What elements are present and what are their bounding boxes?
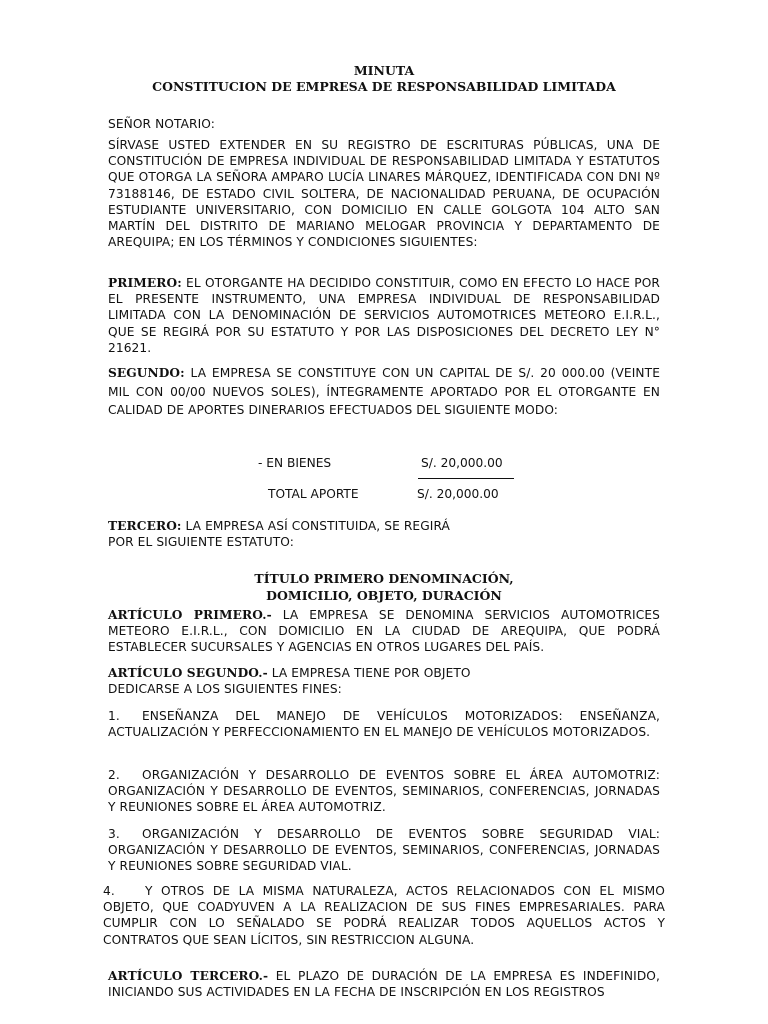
clause-tercero xyxy=(108,518,668,550)
section-title-line2: DOMICILIO, OBJETO, DURACIÓN xyxy=(266,588,502,603)
articulo-tercero-text: EL PLAZO DE DURACIÓN DE LA EMPRESA ES INDEFINIDO, INICIANDO SUS ACTIVIDADES EN LA FECHA DE INSCRIPCIÓN EN LOS REGISTROS xyxy=(108,969,660,1000)
fin-item-2 xyxy=(108,767,660,816)
fin-item-1-number: 1. xyxy=(108,709,120,723)
capital-row-bienes-value: S/. 20,000.00 xyxy=(421,456,503,470)
document-subtitle: CONSTITUCION DE EMPRESA DE RESPONSABILIDAD LIMITADA xyxy=(152,79,616,94)
articulo-segundo xyxy=(108,665,660,697)
fin-item-1-text: ENSEÑANZA DEL MANEJO DE VEHÍCULOS MOTORIZADOS: ENSEÑANZA, ACTUALIZACIÓN Y PERFECCIONAMIENTO EN EL MANEJO DE VEHÍCULOS MOTORIZADOS. xyxy=(108,709,660,740)
capital-row-total-value: S/. 20,000.00 xyxy=(417,487,499,501)
salutation: SEÑOR NOTARIO: xyxy=(108,117,215,131)
articulo-primero-text: LA EMPRESA SE DENOMINA SERVICIOS AUTOMOTRICES METEORO E.I.R.L., CON DOMICILIO EN LA CIUDAD DE AREQUIPA, QUE PODRÁ ESTABLECER SUCURSALES Y AGENCIAS EN OTROS LUGARES DEL PAÍS. xyxy=(108,608,660,655)
fin-item-4 xyxy=(103,883,665,948)
document-title: MINUTA xyxy=(353,63,415,78)
fin-item-4-text: Y OTROS DE LA MISMA NATURALEZA, ACTOS RELACIONADOS CON EL MISMO OBJETO, QUE COADYUVEN A LA REALIZACION DE SUS FINES EMPRESARIALES. PARA CUMPLIR CON LO SEÑALADO SE PODRÁ REALIZAR TODOS AQUELLOS ACTOS Y CONTRATOS QUE SEAN LÍCITOS, SIN RESTRICCION ALGUNA. xyxy=(103,884,665,947)
clause-segundo-label: SEGUNDO: xyxy=(108,366,185,380)
fin-item-3-text: ORGANIZACIÓN Y DESARROLLO DE EVENTOS SOBRE SEGURIDAD VIAL: ORGANIZACIÓN Y DESARROLLO DE EVENTOS, SEMINARIOS, CONFERENCIAS, JORNADAS Y REUNIONES SOBRE SEGURIDAD VIAL. xyxy=(108,827,660,874)
fin-item-2-number: 2. xyxy=(108,768,120,782)
fin-item-3 xyxy=(108,826,660,875)
clause-primero-label: PRIMERO: xyxy=(108,276,182,290)
clause-primero-text: EL OTORGANTE HA DECIDIDO CONSTITUIR, COMO EN EFECTO LO HACE POR EL PRESENTE INSTRUMENTO, UNA EMPRESA INDIVIDUAL DE RESPONSABILIDAD LIMITADA CON LA DENOMINACIÓN DE SERVICIOS AUTOMOTRICES METEORO E.I.R.L., QUE SE REGIRÁ POR SU ESTATUTO Y POR LAS DISPOSICIONES DEL DECRETO LEY N° 21621. xyxy=(108,276,660,355)
fin-item-2-text: ORGANIZACIÓN Y DESARROLLO DE EVENTOS SOBRE EL ÁREA AUTOMOTRIZ: ORGANIZACIÓN Y DESARROLLO DE EVENTOS, SEMINARIOS, CONFERENCIAS, JORNADAS Y REUNIONES SOBRE EL ÁREA AUTOMOTRIZ. xyxy=(108,768,660,815)
clause-segundo xyxy=(108,364,660,420)
clause-segundo-text: LA EMPRESA SE CONSTITUYE CON UN CAPITAL DE S/. 20 000.00 (VEINTE MIL CON 00/00 NUEVOS SOLES), ÍNTEGRAMENTE APORTADO POR EL OTORGANTE EN CALIDAD DE APORTES DINERARIOS EFECTUADOS DEL SIGUIENTE MODO: xyxy=(108,366,660,417)
clause-tercero-label: TERCERO: xyxy=(108,519,182,533)
articulo-segundo-line1: LA EMPRESA TIENE POR OBJETO xyxy=(267,666,471,680)
articulo-primero-label: ARTÍCULO PRIMERO.- xyxy=(108,608,272,622)
intro-paragraph: SÍRVASE USTED EXTENDER EN SU REGISTRO DE ESCRITURAS PÚBLICAS, UNA DE CONSTITUCIÓN DE EMPRESA INDIVIDUAL DE RESPONSABILIDAD LIMITADA Y ESTATUTOS QUE OTORGA LA SEÑORA AMPARO LUCÍA LINARES MÁRQUEZ, IDENTIFICADA CON DNI Nº 73188146, DE ESTADO CIVIL SOLTERA, DE NACIONALIDAD PERUANA, DE OCUPACIÓN ESTUDIANTE UNIVERSITARIO, CON DOMICILIO EN CALLE GOLGOTA 104 ALTO SAN MARTÍN DEL DISTRITO DE MARIANO MELOGAR PROVINCIA Y DEPARTAMENTO DE AREQUIPA; EN LOS TÉRMINOS Y CONDICIONES SIGUIENTES: xyxy=(108,138,660,250)
fin-item-3-number: 3. xyxy=(108,827,120,841)
articulo-tercero xyxy=(108,968,660,1000)
clause-tercero-line1: LA EMPRESA ASÍ CONSTITUIDA, SE REGIRÁ xyxy=(181,519,450,533)
articulo-primero xyxy=(108,607,660,656)
clause-primero xyxy=(108,275,660,356)
articulo-segundo-label: ARTÍCULO SEGUNDO.- xyxy=(108,666,268,680)
capital-row-bienes-label: - EN BIENES xyxy=(258,456,332,470)
total-underline xyxy=(418,478,514,479)
fin-item-4-number: 4. xyxy=(103,884,115,898)
articulo-segundo-line2: DEDICARSE A LOS SIGUIENTES FINES: xyxy=(108,682,342,697)
fin-item-1 xyxy=(108,708,660,740)
capital-row-total-label: TOTAL APORTE xyxy=(268,487,359,501)
articulo-tercero-label: ARTÍCULO TERCERO.- xyxy=(108,969,269,983)
section-title-line1: TÍTULO PRIMERO DENOMINACIÓN, xyxy=(254,571,514,586)
clause-tercero-line2: POR EL SIGUIENTE ESTATUTO: xyxy=(108,535,294,550)
